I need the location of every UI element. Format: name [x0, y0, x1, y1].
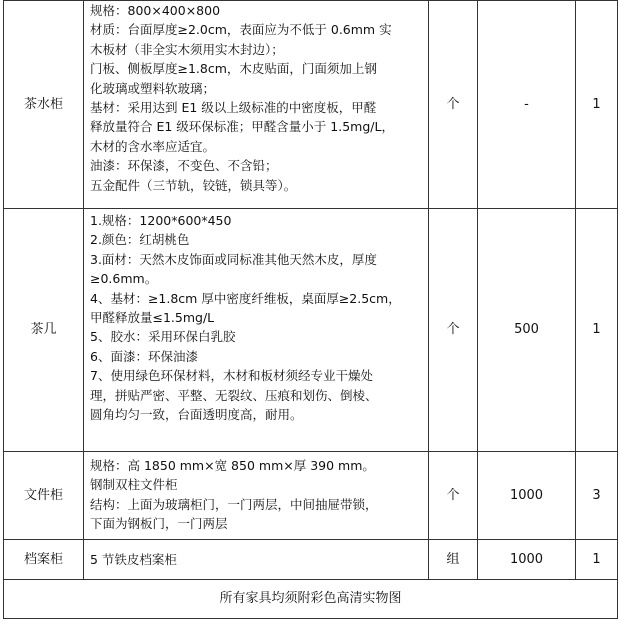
spec-line: 释放量符合 E1 级环保标准；甲醛含量小于 1.5mg/L，: [90, 119, 394, 135]
spec-line: 基材：采用达到 E1 级以上级标准的中密度板，甲醛: [90, 100, 377, 116]
spec-line: 结构：上面为玻璃柜门，一门两层，中间抽屉带锁，: [90, 496, 378, 512]
item-name: 茶水柜: [4, 1, 84, 209]
item-spec: [84, 540, 429, 580]
item-unit: 个: [429, 1, 478, 209]
spec-line: 2.颜色：红胡桃色: [90, 232, 190, 248]
item-unit: 组: [429, 540, 478, 580]
item-name: 茶几: [4, 209, 84, 452]
spec-line: 圆角均匀一致，台面透明度高，耐用。: [90, 407, 303, 423]
spec-line: 门板、侧板厚度≥1.8cm，木皮贴面，门面须加上钢: [90, 61, 377, 77]
item-name: 档案柜: [4, 540, 84, 580]
spec-line: 5、胶水：采用环保白乳胶: [90, 329, 236, 345]
table-row: [4, 452, 618, 540]
item-quantity: 3: [576, 452, 618, 540]
item-price: -: [478, 1, 576, 209]
spec-line: 6、面漆：环保油漆: [90, 348, 198, 364]
table-footer-note: 所有家具均须附彩色高清实物图: [4, 580, 618, 619]
spec-line: 5 节铁皮档案柜: [90, 551, 177, 567]
spec-line: 化玻璃或塑料软玻璃；: [90, 80, 216, 96]
item-quantity: 1: [576, 1, 618, 209]
spec-line: 3.面材：天然木皮饰面或同标准其他天然木皮，厚度: [90, 251, 377, 267]
spec-line: ≥0.6mm。: [90, 271, 158, 287]
item-quantity: 1: [576, 540, 618, 580]
table-row: [4, 540, 618, 580]
table-footer-row: [4, 580, 618, 619]
item-price: 500: [478, 209, 576, 452]
spec-line: 甲醛释放量≤1.5mg/L: [90, 310, 215, 326]
spec-line: 材质：台面厚度≥2.0cm，表面应为不低于 0.6mm 实: [90, 22, 392, 38]
spec-line: 7、使用绿色环保材料，木材和板材须经专业干燥处: [90, 368, 373, 384]
item-price: 1000: [478, 452, 576, 540]
spec-line: 理，拼贴严密、平整、无裂纹、压痕和划伤、倒棱、: [90, 387, 378, 403]
spec-line: 油漆：环保漆，不变色、不含铅；: [90, 158, 278, 174]
item-quantity: 1: [576, 209, 618, 452]
spec-line: 五金配件（三节轨，铰链，锁具等）。: [90, 177, 297, 193]
item-price: 1000: [478, 540, 576, 580]
spec-line: 规格：高 1850 mm×宽 850 mm×厚 390 mm。: [90, 458, 375, 473]
table-row: [4, 209, 618, 452]
spec-line: 木板材（非全实木须用实木封边）；: [90, 41, 284, 57]
item-unit: 个: [429, 209, 478, 452]
item-unit: 个: [429, 452, 478, 540]
item-spec: [84, 452, 429, 540]
spec-line: 下面为钢板门，一门两层: [90, 516, 228, 532]
item-spec: [84, 1, 429, 209]
spec-line: 规格：800×400×800: [90, 3, 221, 18]
furniture-spec-table: [3, 0, 618, 619]
item-spec: [84, 209, 429, 452]
spec-line: 木材的含水率应适宜。: [90, 138, 216, 154]
spec-line: 4、基材：≥1.8cm 厚中密度纤维板，桌面厚≥2.5cm，: [90, 290, 401, 306]
table-row: [4, 1, 618, 209]
spec-line: 1.规格：1200*600*450: [90, 213, 232, 228]
item-name: 文件柜: [4, 452, 84, 540]
spec-line: 钢制双柱文件柜: [90, 477, 178, 493]
